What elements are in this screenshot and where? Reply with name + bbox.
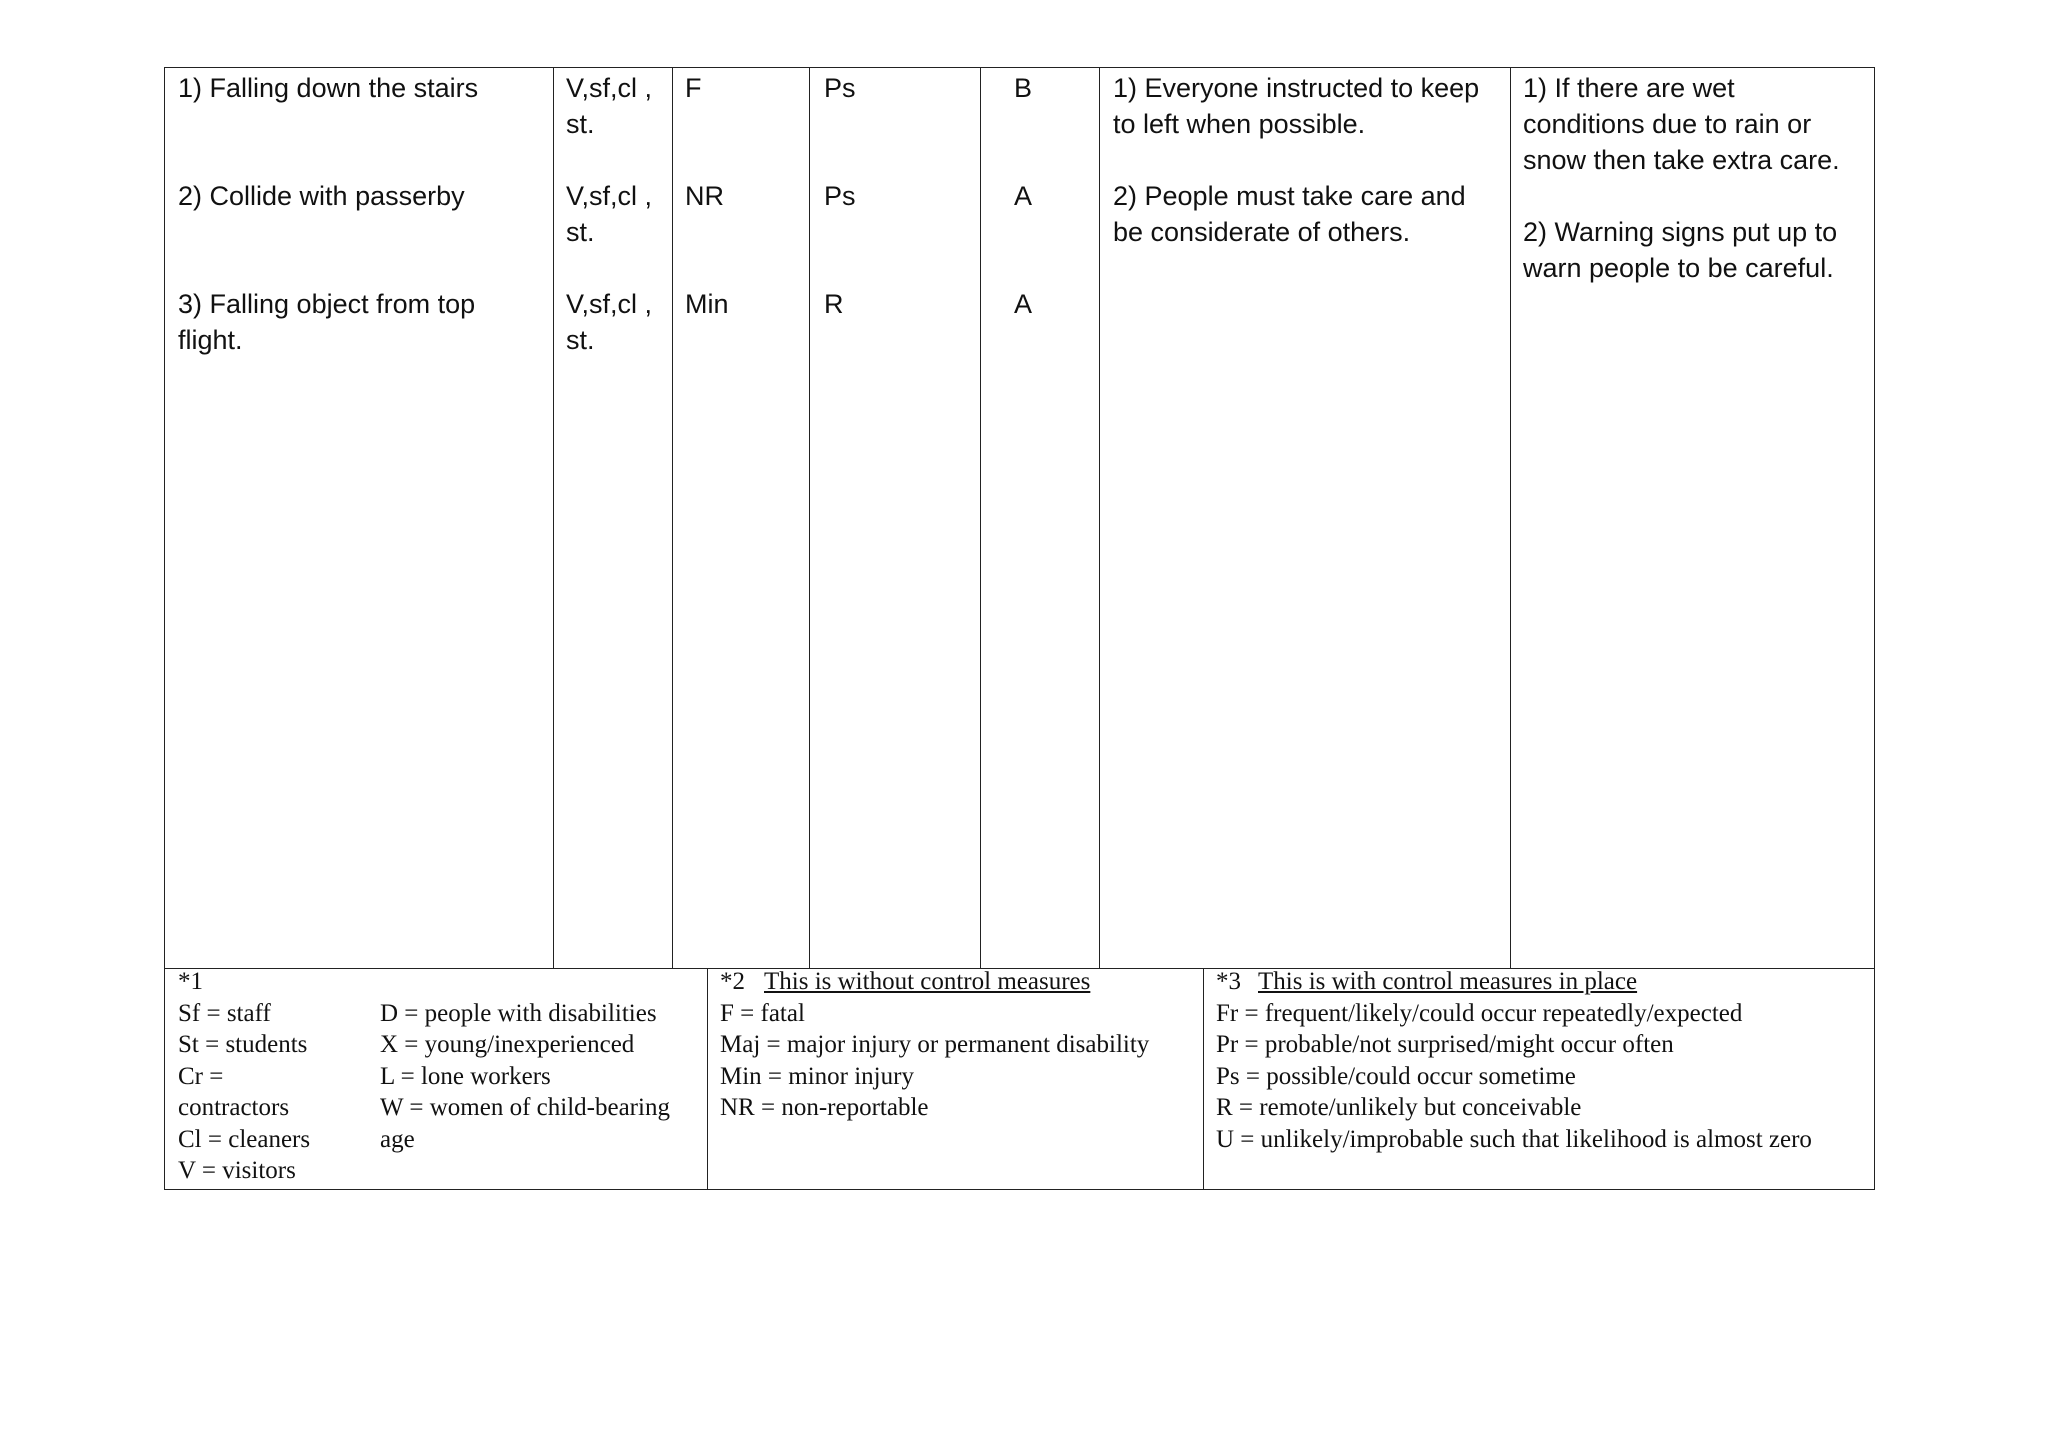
legend-severity-marker: *2 bbox=[720, 968, 745, 995]
control-measure-cell: 1) Everyone instructed to keep to left when possible. bbox=[1113, 73, 1480, 139]
persons-at-risk-cell: V,sf,cl , st. bbox=[566, 181, 653, 247]
legend-who-item: X = young/inexperienced bbox=[380, 1031, 635, 1058]
persons-at-risk-cell: V,sf,cl , st. bbox=[566, 73, 653, 139]
legend-likelihood-item: Fr = frequent/likely/could occur repeatedly/expected bbox=[1216, 999, 1743, 1027]
risk-assessment-table bbox=[164, 67, 1875, 969]
legend-who-item: contractors bbox=[178, 1094, 290, 1121]
legend-severity-heading: This is without control measures bbox=[764, 968, 1091, 995]
severity-cell: F bbox=[685, 73, 702, 103]
severity-cell: NR bbox=[685, 181, 724, 211]
column-divider bbox=[980, 68, 981, 968]
legend-who-item: D = people with disabilities bbox=[380, 999, 657, 1027]
column-divider bbox=[809, 68, 810, 968]
column-divider bbox=[553, 68, 554, 968]
risk-rating-cell: A bbox=[1014, 181, 1033, 211]
hazard-cell: 2) Collide with passerby bbox=[178, 181, 465, 211]
legend-who-item: L = lone workers bbox=[380, 1062, 551, 1090]
legend-who-item: St = students bbox=[178, 1031, 308, 1058]
legend-severity-item: Maj = major injury or permanent disability bbox=[720, 1031, 1150, 1058]
legend-likelihood-heading: This is with control measures in place bbox=[1258, 968, 1638, 995]
hazard-cell: 1) Falling down the stairs bbox=[178, 73, 479, 103]
legend-likelihood-item: Ps = possible/could occur sometime bbox=[1216, 1062, 1576, 1090]
legend-who-item: age bbox=[380, 1125, 415, 1153]
legend-severity-item: NR = non-reportable bbox=[720, 1094, 929, 1121]
severity-cell: Min bbox=[685, 289, 729, 319]
legend-who-item: Cr = bbox=[178, 1062, 224, 1090]
column-divider bbox=[1510, 68, 1511, 968]
risk-rating-cell: A bbox=[1014, 289, 1033, 319]
column-divider bbox=[1099, 68, 1100, 968]
legend-severity-item: Min = minor injury bbox=[720, 1062, 914, 1090]
legend-divider bbox=[1203, 969, 1204, 1189]
further-action-cell: 1) If there are wet conditions due to rain or snow then take extra care. bbox=[1523, 73, 1840, 175]
control-measure-cell: 2) People must take care and be considerate of others. bbox=[1113, 181, 1466, 247]
legend-divider bbox=[707, 969, 708, 1189]
persons-at-risk-cell: V,sf,cl , st. bbox=[566, 289, 653, 355]
risk-rating-cell: B bbox=[1014, 73, 1033, 103]
legend-likelihood-item: R = remote/unlikely but conceivable bbox=[1216, 1094, 1582, 1121]
hazard-cell: 3) Falling object from top flight. bbox=[178, 289, 476, 355]
legend-likelihood-marker: *3 bbox=[1216, 968, 1241, 995]
likelihood-cell: R bbox=[824, 289, 844, 319]
legend-severity-item: F = fatal bbox=[720, 999, 805, 1027]
legend-who-item: W = women of child-bearing bbox=[380, 1094, 670, 1121]
legend-table bbox=[164, 968, 1875, 1190]
legend-likelihood-item: Pr = probable/not surprised/might occur often bbox=[1216, 1031, 1674, 1058]
further-action-cell: 2) Warning signs put up to warn people to be careful. bbox=[1523, 217, 1838, 283]
legend-who-item: Cl = cleaners bbox=[178, 1125, 311, 1153]
likelihood-cell: Ps bbox=[824, 73, 856, 103]
likelihood-cell: Ps bbox=[824, 181, 856, 211]
legend-who-heading: *1 bbox=[178, 968, 203, 995]
legend-likelihood-item: U = unlikely/improbable such that likelihood is almost zero bbox=[1216, 1125, 1812, 1153]
legend-who-item: V = visitors bbox=[178, 1157, 296, 1184]
column-divider bbox=[672, 68, 673, 968]
legend-who-item: Sf = staff bbox=[178, 999, 271, 1027]
